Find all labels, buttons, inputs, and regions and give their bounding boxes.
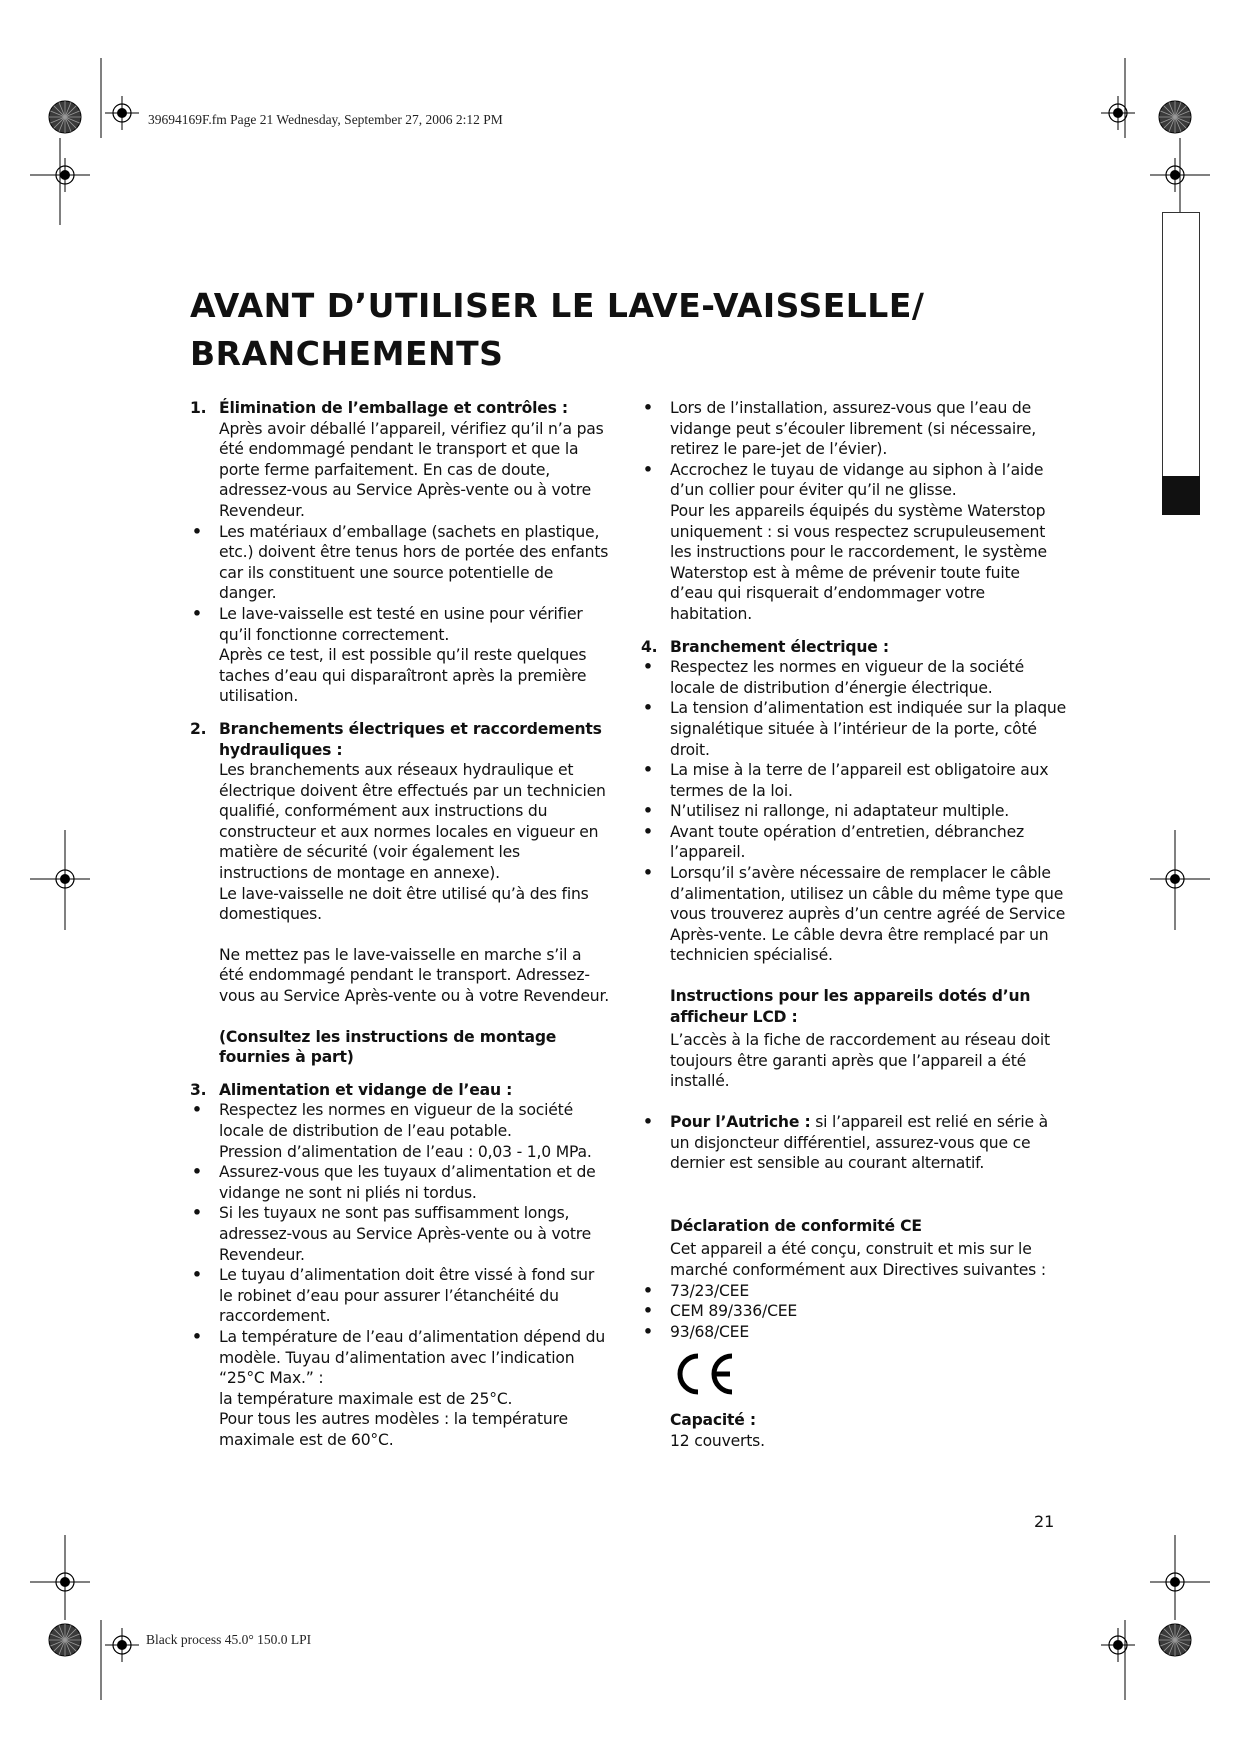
section-2-warning: Ne mettez pas le lave-vaisselle en marche s’il a été endommagé pendant le transport. Adressez-vous au Service Après-vente ou à votre Revendeur. [219,945,609,1006]
header-slug: 39694169F.fm Page 21 Wednesday, September 27, 2006 2:12 PM [148,112,503,127]
footer-slug: Black process 45.0° 150.0 LPI [146,1632,312,1647]
list-item: • Avant toute opération d’entretien, débranchez l’appareil. [641,822,1066,863]
section-3-heading [190,1080,610,1101]
list-item [190,1100,610,1162]
lcd-text: L’accès à la fiche de raccordement au réseau doit toujours être garanti après que l’appareil a été installé. [670,1031,1050,1091]
list-item-text: Le lave-vaisselle est testé en usine pour vérifier qu’il fonctionne correctement. [219,604,583,644]
ce-heading: Déclaration de conformité CE [670,1216,922,1235]
list-item: • Respectez les normes en vigueur de la société locale de distribution d’énergie électrique. [641,657,1066,698]
list-item [190,1327,610,1451]
list-item [641,460,1066,625]
list-item: • N’utilisez ni rallonge, ni adaptateur multiple. [641,801,1066,822]
list-item-continuation: Pour les appareils équipés du système Waterstop uniquement : si vous respectez scrupuleusement les instructions pour le raccordement, le système Waterstop est à même de prévenir toute fuite d’eau qui risquerait d’endommager votre habitation. [670,501,1047,623]
section-3-bullets [190,1100,610,1450]
list-item: • Assurez-vous que les tuyaux d’alimentation et de vidange ne sont ni pliés ni tordus. [190,1162,610,1203]
section-1-text: Après avoir déballé l’appareil, vérifiez qu’il n’a pas été endommagé pendant le transport et que la porte ferme parfaitement. En cas de doute, adressez-vous au Service Après-vente ou à votre Revendeur. [219,419,604,520]
capacity-label: Capacité : [670,1410,756,1429]
section-4-bullets [641,657,1066,966]
list-item-continuation: la température maximale est de 25°C. [219,1389,513,1408]
list-item-text: Respectez les normes en vigueur de la société locale de distribution de l’eau potable. [219,1101,573,1140]
section-number: 4. [641,637,658,656]
section-1-bullets [190,522,610,707]
section-tab-marker [1162,476,1200,515]
list-item [190,604,610,707]
section-2-note: (Consultez les instructions de montage fournies à part) [219,1027,557,1067]
list-item: • 93/68/CEE [641,1322,1066,1343]
section-number: 1. [190,399,207,417]
list-item: • Lors de l’installation, assurez-vous que l’eau de vidange peut s’écouler librement (si nécessaire, retirez le pare-jet de l’évier). [641,398,1066,460]
directive-list [641,1281,1066,1343]
right-column [641,398,1066,1451]
list-item-continuation: Pour tous les autres modèles : la température maximale est de 60°C. [219,1410,568,1449]
page-title-line1: AVANT D’UTILISER LE LAVE-VAISSELLE/ [190,286,925,325]
austria-note [641,1112,1066,1174]
section-title: Branchements électriques et raccordements hydrauliques : [219,719,602,759]
section-2-heading [190,719,610,760]
section-2-text: Le lave-vaisselle ne doit être utilisé qu’à des fins domestiques. [219,884,589,924]
list-item: • 73/23/CEE [641,1281,1066,1302]
list-item-continuation: Pression d’alimentation de l’eau : 0,03 - 1,0 MPa. [219,1142,592,1161]
austria-label: Pour l’Autriche : [670,1113,811,1131]
list-item-text: Accrochez le tuyau de vidange au siphon à l’aide d’un collier pour éviter qu’il ne glisse. [670,460,1044,500]
page-title [190,282,1090,378]
section-number: 3. [190,1080,207,1099]
list-item: • Les matériaux d’emballage (sachets en plastique, etc.) doivent être tenus hors de portée des enfants car ils constituent une source potentielle de danger. [190,522,610,604]
austria-text: si l’appareil est relié en série à un disjoncteur différentiel, assurez-vous que ce dernier est sensible au courant alternatif. [670,1113,1049,1173]
list-item: • La mise à la terre de l’appareil est obligatoire aux termes de la loi. [641,760,1066,801]
section-2-text: Les branchements aux réseaux hydraulique et électrique doivent être effectués par un technicien qualifié, conformément aux instructions du constructeur et aux normes locales en vigueur en matière de sécurité (voir également les instructions de montage en annexe). [219,761,606,883]
list-item-continuation: Après ce test, il est possible qu’il reste quelques taches d’eau qui disparaîtront après la première utilisation. [219,646,587,706]
section-title: Alimentation et vidange de l’eau : [219,1080,513,1099]
list-item: • Le tuyau d’alimentation doit être vissé à fond sur le robinet d’eau pour assurer l’étanchéité du raccordement. [190,1265,610,1327]
section-title: Branchement électrique : [670,637,889,656]
page-title-line2: BRANCHEMENTS [190,334,504,373]
left-column [190,398,610,1451]
list-item: • CEM 89/336/CEE [641,1301,1066,1322]
section-3-bullets-continued [641,398,1066,625]
list-item-text: La température de l’eau d’alimentation dépend du modèle. Tuyau d’alimentation avec l’indication “25°C Max.” : [219,1327,606,1388]
lcd-heading: Instructions pour les appareils dotés d’un afficheur LCD : [670,987,1031,1026]
ce-text: Cet appareil a été conçu, construit et mis sur le marché conformément aux Directives suivantes : [670,1240,1046,1279]
section-1-heading [190,398,610,419]
section-tab [1162,212,1200,515]
list-item: • Lorsqu’il s’avère nécessaire de remplacer le câble d’alimentation, utilisez un câble du même type que vous trouverez auprès d’un centre agréé de Service Après-vente. Le câble devra être remplacé par un technicien spécialisé. [641,863,1066,966]
section-number: 2. [190,719,207,738]
section-title: Élimination de l’emballage et contrôles : [219,399,568,417]
list-item: • La tension d’alimentation est indiquée sur la plaque signalétique située à l’intérieur de la porte, côté droit. [641,698,1066,760]
page-number: 21 [1034,1512,1055,1531]
ce-mark-icon [641,1350,1066,1404]
capacity-value: 12 couverts. [670,1431,765,1450]
section-4-heading [641,637,1066,658]
list-item [641,1112,1066,1174]
list-item: • Si les tuyaux ne sont pas suffisamment longs, adressez-vous au Service Après-vente ou à votre Revendeur. [190,1203,610,1265]
